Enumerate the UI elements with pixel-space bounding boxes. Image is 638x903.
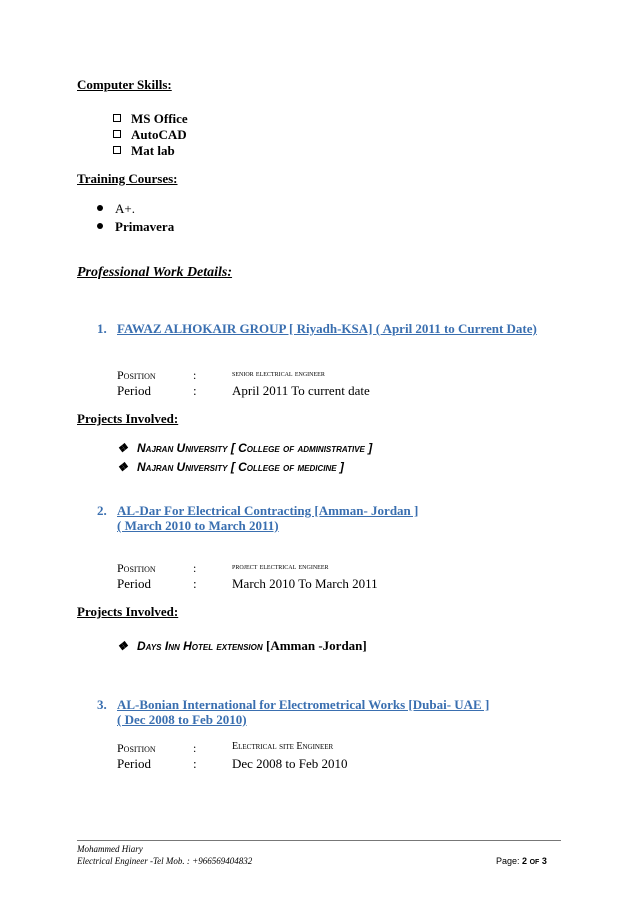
training-label: A+. [115, 201, 135, 216]
period-label: Period [117, 383, 151, 398]
computer-skills-heading: Computer Skills: [77, 77, 172, 92]
project-item [117, 460, 344, 474]
colon: : [193, 756, 197, 771]
period-value: April 2011 To current date [232, 383, 370, 398]
period-value: March 2010 To March 2011 [232, 576, 378, 591]
colon: : [193, 561, 197, 575]
training-heading: Training Courses: [77, 171, 178, 186]
skill-label: AutoCAD [131, 127, 187, 142]
page-of: OF [529, 859, 540, 866]
diamond-bullet-icon: ❖ [117, 441, 128, 455]
position-label: Position [117, 561, 156, 575]
skill-item [113, 111, 188, 127]
position-value: senior electrical engineer [232, 368, 325, 378]
colon: : [193, 383, 197, 398]
page-number: 2 [522, 856, 528, 866]
project-name: Days Inn Hotel extension [137, 639, 263, 653]
position-value: project electrical engineer [232, 561, 329, 571]
footer-divider [77, 840, 561, 841]
dot-bullet-icon [97, 205, 103, 211]
project-name: Najran University [137, 441, 228, 455]
projects-heading: Projects Involved: [77, 604, 179, 619]
skill-label: MS Office [131, 111, 188, 126]
project-name: Najran University [137, 460, 228, 474]
checkbox-bullet-icon [113, 146, 121, 154]
position-value: Electrical site Engineer [232, 741, 334, 752]
training-item [97, 201, 135, 217]
job-number: 2. [97, 503, 107, 518]
project-item [117, 638, 367, 654]
job-title-line2: ( March 2010 to March 2011) [117, 518, 279, 533]
page-label: Page: [496, 856, 520, 866]
period-label: Period [117, 576, 151, 591]
project-detail: [ College of administrative ] [230, 441, 373, 455]
skill-label: Mat lab [131, 143, 175, 158]
job-title: FAWAZ ALHOKAIR GROUP [ Riyadh-KSA] ( April 2011 to Current Date) [117, 321, 537, 336]
position-label: Position [117, 368, 156, 382]
job-title-line2: ( Dec 2008 to Feb 2010) [117, 712, 247, 727]
footer-name: Mohammed Hiary [77, 844, 143, 854]
training-label: Primavera [115, 219, 175, 234]
diamond-bullet-icon: ❖ [117, 639, 128, 653]
checkbox-bullet-icon [113, 130, 121, 138]
job-number: 1. [97, 321, 107, 336]
skill-item [113, 143, 175, 159]
job-title-line1: AL-Bonian International for Electrometrical Works [Dubai- UAE ] [117, 697, 490, 712]
footer-role: Electrical Engineer -Tel Mob. : +966569404832 [77, 856, 253, 866]
diamond-bullet-icon: ❖ [117, 460, 128, 474]
project-item [117, 441, 372, 455]
checkbox-bullet-icon [113, 114, 121, 122]
job-number: 3. [97, 697, 107, 712]
period-label: Period [117, 756, 151, 771]
skill-item [113, 127, 187, 143]
dot-bullet-icon [97, 223, 103, 229]
project-detail: [ College of medicine ] [230, 460, 344, 474]
page-total: 3 [541, 856, 547, 866]
period-value: Dec 2008 to Feb 2010 [232, 756, 348, 771]
training-item [97, 219, 174, 235]
work-details-heading: Professional Work Details: [77, 265, 233, 280]
colon: : [193, 741, 197, 755]
colon: : [193, 576, 197, 591]
job-title-line1: AL-Dar For Electrical Contracting [Amman- Jordan ] [117, 503, 419, 518]
project-detail: [Amman -Jordan] [265, 638, 367, 653]
colon: : [193, 368, 197, 382]
position-label: Position [117, 741, 156, 755]
projects-heading: Projects Involved: [77, 411, 179, 426]
page-indicator [496, 856, 547, 866]
